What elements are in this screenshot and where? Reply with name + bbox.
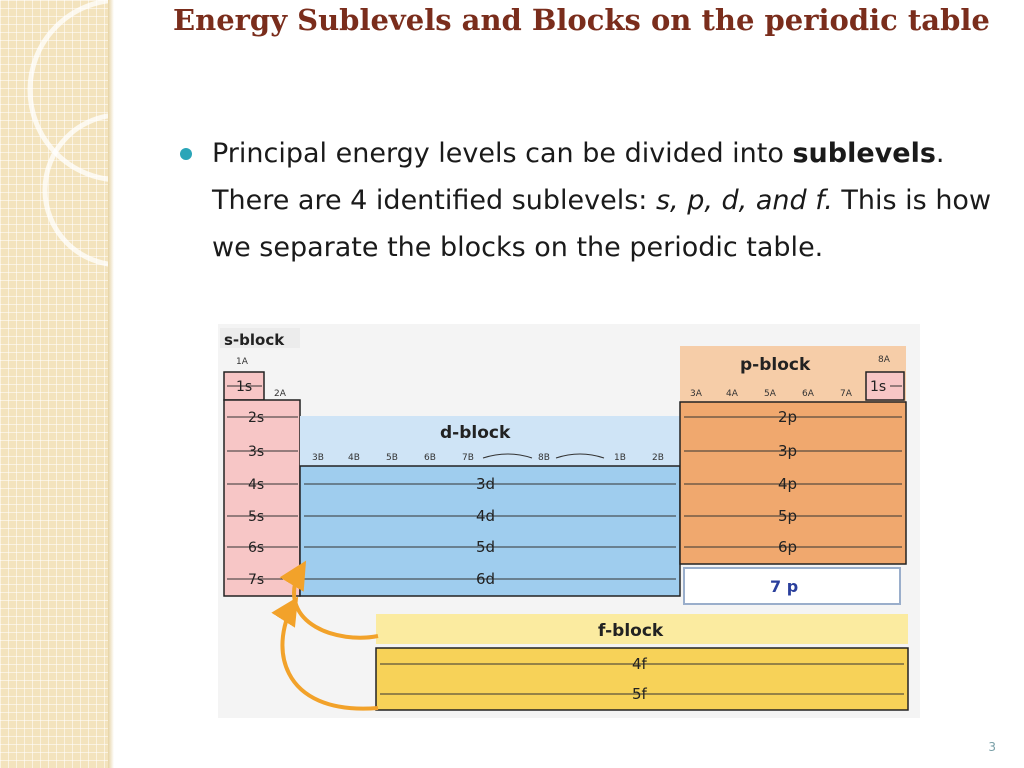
p-group-label: 7A (840, 389, 852, 399)
band-edge (108, 0, 114, 768)
s-group-2a: 2A (274, 389, 286, 399)
d-group-label: 2B (652, 453, 664, 463)
p-group-label: 4A (726, 389, 738, 399)
decorative-circles (0, 0, 112, 330)
s-block-region (224, 400, 300, 596)
p-row-label: 2p (778, 408, 798, 426)
p-he-label: 1s (870, 379, 887, 395)
s-row-label: 7s (248, 572, 265, 588)
p-row-label: 6p (778, 538, 798, 556)
d-group-label: 5B (386, 453, 398, 463)
s-row-label: 6s (248, 540, 265, 556)
bullet-text (212, 130, 992, 271)
d-group-label: 1B (614, 453, 626, 463)
p-7p-label: 7 p (770, 577, 799, 596)
s-row-label: 4s (248, 477, 265, 493)
bullet-dot-icon (180, 148, 192, 160)
s-row-label: 2s (248, 410, 265, 426)
p-group-label: 3A (690, 389, 702, 399)
slide-title: Energy Sublevels and Blocks on the periodic table (173, 3, 990, 37)
p-group-label: 6A (802, 389, 814, 399)
s-group-1a: 1A (236, 357, 248, 367)
s-row-label: 5s (248, 509, 265, 525)
d-group-label: 7B (462, 453, 474, 463)
d-group-label: 6B (424, 453, 436, 463)
decorative-side-band (0, 0, 112, 768)
d-group-label: 4B (348, 453, 360, 463)
bullet-text-part1: Principal energy levels can be divided into (212, 138, 793, 169)
d-block-title: d-block (440, 423, 511, 443)
page-number: 3 (988, 740, 996, 754)
p-row-label: 3p (778, 442, 798, 460)
s-row-label: 1s (236, 379, 253, 395)
p-group-label: 5A (764, 389, 776, 399)
bullet-text-part3: This is how we separate the blocks on the periodic table. (212, 185, 992, 263)
f-block-title: f-block (598, 621, 664, 641)
d-group-label: 8B (538, 453, 550, 463)
periodic-table-blocks-diagram (218, 324, 920, 718)
bullet-text-bold: sublevels (792, 138, 936, 169)
d-row-label: 4d (476, 507, 496, 525)
f-row-label: 5f (632, 685, 647, 703)
d-group-label: 3B (312, 453, 324, 463)
p-block-title: p-block (740, 355, 811, 375)
s-block-title: s-block (224, 331, 285, 349)
bullet-text-italic: s, p, d, and f. (655, 185, 833, 216)
s-row-label: 3s (248, 444, 265, 460)
d-row-label: 6d (476, 570, 496, 588)
d-row-label: 5d (476, 538, 496, 556)
d-row-label: 3d (476, 475, 496, 493)
f-row-label: 4f (632, 655, 647, 673)
p-row-label: 5p (778, 507, 798, 525)
bullet-text-part2: . There are 4 identified sublevels: (212, 138, 945, 216)
p-row-label: 4p (778, 475, 798, 493)
p-group-8a: 8A (878, 355, 890, 365)
